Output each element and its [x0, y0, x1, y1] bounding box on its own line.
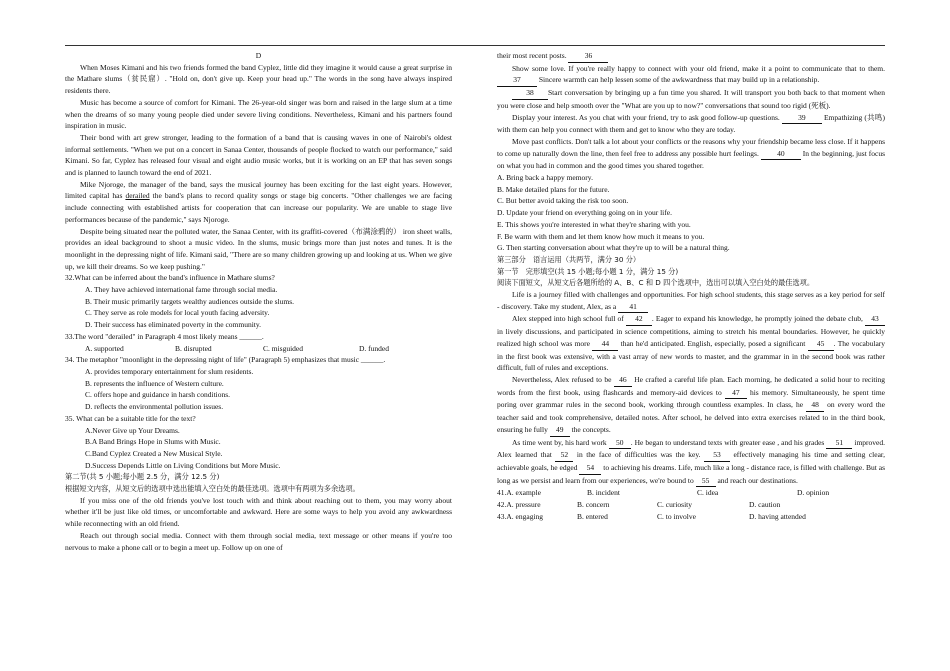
gap-option-a: A. Bring back a happy memory. [497, 173, 593, 183]
passage-paragraph-3: Their bond with art grew stronger, leading to the formation of a band that is causing waves in one of Nairobi's oldest informal settlements. "When we put on a concert in Sanaa Center, thousands of people flocked to watch our performance," said Kimani. So far, Cyplez has released four visual and eight audio music works, but it is working on an EP that has seven songs and is planned to launch toward the end of 2021. [65, 132, 452, 178]
gap-paragraph-2: Reach out through social media. Connect with them through social media, text message or other means if you're too nervous to make a phone call or to begin a meet up. Follow up on one of [65, 530, 452, 552]
gap-paragraph-3: Show some love. If you're really happy to connect with your old friend, make it a point to communicate that to them. 37 Sincere warmth can help lessen some of the awkwardness that may build up in a relationship. [497, 63, 885, 87]
q41-option-c: C. idea [697, 488, 719, 498]
blank-49: 49 [550, 424, 570, 437]
q32-option-a: A. They have achieved international fame through social media. [85, 285, 278, 295]
section-2-instructions: 根据短文内容，从短文后的选项中选出能填入空白处的最佳选项。选项中有两项为多余选项。 [65, 484, 360, 494]
q42-option-a: 42.A. pressure [497, 500, 541, 510]
q34-option-b: B. represents the influence of Western culture. [85, 378, 224, 388]
blank-52: 52 [555, 449, 573, 462]
blank-48: 48 [806, 399, 824, 412]
question-32: 32.What can be inferred about the band's influence in Mathare slums? [65, 273, 275, 283]
q35-option-b: B.A Band Brings Hope in Slums with Music. [85, 437, 221, 447]
blank-45: 45 [808, 338, 834, 351]
gap-option-g: G. Then starting conversation about what they're up to will be a natural thing. [497, 243, 730, 253]
q32-option-b: B. Their music primarily targets wealthy audiences outside the slums. [85, 296, 295, 306]
q43-options [497, 511, 885, 523]
q43-option-a: 43.A. engaging [497, 511, 544, 521]
section-1-heading: 第一节 完形填空(共 15 小题;每小题 1 分，满分 15 分) [497, 266, 679, 276]
q33-option-b: B. disrupted [175, 343, 212, 353]
cloze-paragraph-1: Life is a journey filled with challenges and opportunities. For high school students, this stage serves as a key period for self - discovery. Take my student, Alex, as a 41 [497, 289, 885, 313]
blank-41: 41 [618, 301, 648, 314]
q42-option-b: B. concern [577, 500, 610, 510]
blank-43: 43 [865, 313, 885, 326]
gap-option-b: B. Make detailed plans for the future. [497, 184, 610, 194]
q35-option-d: D.Success Depends Little on Living Conditions but More Music. [85, 460, 281, 470]
passage-paragraph-5: Despite being situated near the polluted water, the Sanaa Center, with its graffiti-covered（布满涂鸦的） iron sheet walls, provides an ideal background to shoot a music video. In the slums, music brings more than just notes and tunes. It is the moonlight in the depressing night of life. Kimani said, "There are so many children growing up and looking at us. When we give up, we kill their dreams. So we keep pushing." [65, 226, 452, 271]
cloze-paragraph-4: As time went by, his hard work 50 . He began to understand texts with greater ease , and his grades 51 improved. Alex learned that 52 in the face of difficulties was the key. 53 effectively managing his time and setting clear, achievable goals, he edged 54 to achieving his dreams. Life, much like a long - distance race, is filled with challenge. But as long as we persist and learn from our experiences, we're bound to 55 and reach our destinations. [497, 437, 885, 488]
q34-option-d: D. reflects the environmental pollution issues. [85, 402, 224, 412]
passage-paragraph-4: Mike Njoroge, the manager of the band, says the musical journey has been exciting for the last eight years. However, limited capital has derailed the band's plans to record quality songs or stage big concerts. "Other challenges we are facing include connecting with established artists for cooperation that can increase our popularity. We are unable to stage live performances because of the pandemic," says Njoroge. [65, 179, 453, 224]
q34-option-a: A. provides temporary entertainment for slum residents. [85, 366, 254, 376]
blank-50: 50 [609, 437, 631, 450]
gap-option-f: F. Be warm with them and let them know how much it means to you. [497, 231, 705, 241]
header-rule [65, 45, 885, 46]
blank-54: 54 [579, 462, 601, 475]
q41-options [497, 487, 885, 499]
gap-paragraph-6: Move past conflicts. Don't talk a lot about your conflicts or the reasons why your friendship became less close. If it happens to come up naturally down the line, then feel free to address any possible hurt feelings. 40 In the beginning, just focus on what you had in common and the good times you shared together. [497, 136, 885, 171]
q41-option-d: D. opinion [797, 488, 830, 498]
cloze-paragraph-3: Nevertheless, Alex refused to be 46 He crafted a careful life plan. Each morning, he dedicated a solid hour to reciting words from the first book, using flashcards and memory-aid devices to 47 his memory. Simultaneously, he spent time poring over grammar rules in the second book, working through countless examples. In class, he 48 on every word the teacher said and took comprehensive, detailed notes. After school, he delved into extra exercises related to in the third book, ensuring he fully 49 the concepts. [497, 374, 885, 437]
part-3-heading: 第三部分 语言运用（共两节，满分 30 分） [497, 254, 641, 264]
question-35: 35. What can be a suitable title for the text? [65, 413, 196, 423]
gap-paragraph-5: Display your interest. As you chat with your friend, try to ask good follow-up questions. 39 Empathizing (共鸣) with them can help you connect with them and get to know who they are today. [497, 112, 885, 135]
q42-option-c: C. curiosity [657, 500, 692, 510]
q33-option-d: D. funded [359, 343, 389, 353]
q42-options [497, 499, 885, 511]
blank-47: 47 [725, 387, 747, 400]
underlined-word: derailed [125, 191, 150, 201]
q33-options [65, 343, 452, 355]
passage-label: D [255, 51, 262, 60]
q33-option-a: A. supported [85, 343, 124, 353]
q41-option-a: 41.A. example [497, 488, 541, 498]
right-column [497, 50, 885, 522]
blank-42: 42 [626, 313, 652, 326]
blank-36: 36 [568, 50, 608, 63]
q35-option-c: C.Band Cyplez Created a New Musical Style. [85, 448, 223, 458]
q34-option-c: C. offers hope and guidance in harsh conditions. [85, 390, 231, 400]
question-33: 33.The word "derailed" in Paragraph 4 most likely means ______. [65, 331, 264, 341]
gap-paragraph-1: If you miss one of the old friends you've lost touch with and think about reaching out to them, you may worry about whether it'll be just like old times, or uncomfortable and awkward. Here are some ways to help you avoid any awkwardness while reconnecting with an old friend. [65, 495, 452, 529]
q32-option-c: C. They serve as role models for local youth facing adversity. [85, 308, 270, 318]
q41-option-b: B. incident [587, 488, 620, 498]
blank-40: 40 [761, 148, 801, 161]
blank-37: 37 [497, 74, 537, 87]
section-2-heading: 第二节(共 5 小题;每小题 2.5 分，满分 12.5 分) [65, 472, 220, 482]
gap-paragraph-4: 38 Start conversation by bringing up a fun time you shared. It will transport you both back to that moment when you were close and help smooth over the "What are you up to now?" conversations that sound too rigid (死板). [497, 88, 885, 110]
blank-55: 55 [696, 475, 716, 488]
q32-option-d: D. Their success has eliminated poverty in the community. [85, 320, 262, 330]
gap-option-e: E. This shows you're interested in what they're sharing with you. [497, 219, 691, 229]
blank-46: 46 [614, 374, 632, 387]
q43-option-c: C. to involve [657, 511, 696, 521]
blank-53: 53 [704, 449, 730, 462]
q42-option-d: D. caution [749, 500, 781, 510]
cloze-paragraph-2: Alex stepped into high school full of 42 . Eager to expand his knowledge, he promptly joined the debate club, 43 in lively discussions, and participated in science competitions, aiming to stretch his mental boundaries. However, he quickly realized high school was more 44 than he'd anticipated. English, especially, posed a significant 45 . The vocabulary in the first book was extensive, with a vast array of new words to master, and the grammar in in the second book was rather difficult, full of rules and exceptions. [497, 314, 886, 373]
passage-paragraph-1: When Moses Kimani and his two friends formed the band Cyplez, little did they imagine it would cause a great surprise in the Mathare slums（贫民窟）. "Hold on, don't give up. Keep your head up." The words in the song have always inspired residents there. [65, 62, 452, 96]
passage-paragraph-2: Music has become a source of comfort for Kimani. The 26-year-old singer was born and raised in the large slum at a time when the dreams of so many young people died under severe living conditions. Nevertheless, Kimani and his partners found inspiration in music. [65, 97, 452, 131]
gap-option-c: C. But better avoid taking the risk too soon. [497, 196, 629, 206]
q43-option-b: B. entered [577, 511, 608, 521]
q43-option-d: D. having attended [749, 511, 806, 521]
left-column [65, 50, 452, 553]
section-1-instructions: 阅读下面短文，从短文后各题所给的 A、B、C 和 D 四个选项中，选出可以填入空白处的最佳选项。 [497, 278, 815, 288]
blank-51: 51 [826, 437, 852, 450]
blank-39: 39 [782, 112, 822, 125]
question-34: 34. The metaphor "moonlight in the depressing night of life" (Paragraph 5) emphasizes that music ______. [65, 355, 386, 365]
gap-paragraph-2-end: their most recent posts. 36 [497, 50, 885, 63]
blank-38: 38 [512, 87, 548, 100]
q35-option-a: A.Never Give up Your Dreams. [85, 425, 180, 435]
blank-44: 44 [592, 338, 618, 351]
gap-option-d: D. Update your friend on everything going on in your life. [497, 208, 672, 218]
q33-option-c: C. misguided [263, 343, 304, 353]
